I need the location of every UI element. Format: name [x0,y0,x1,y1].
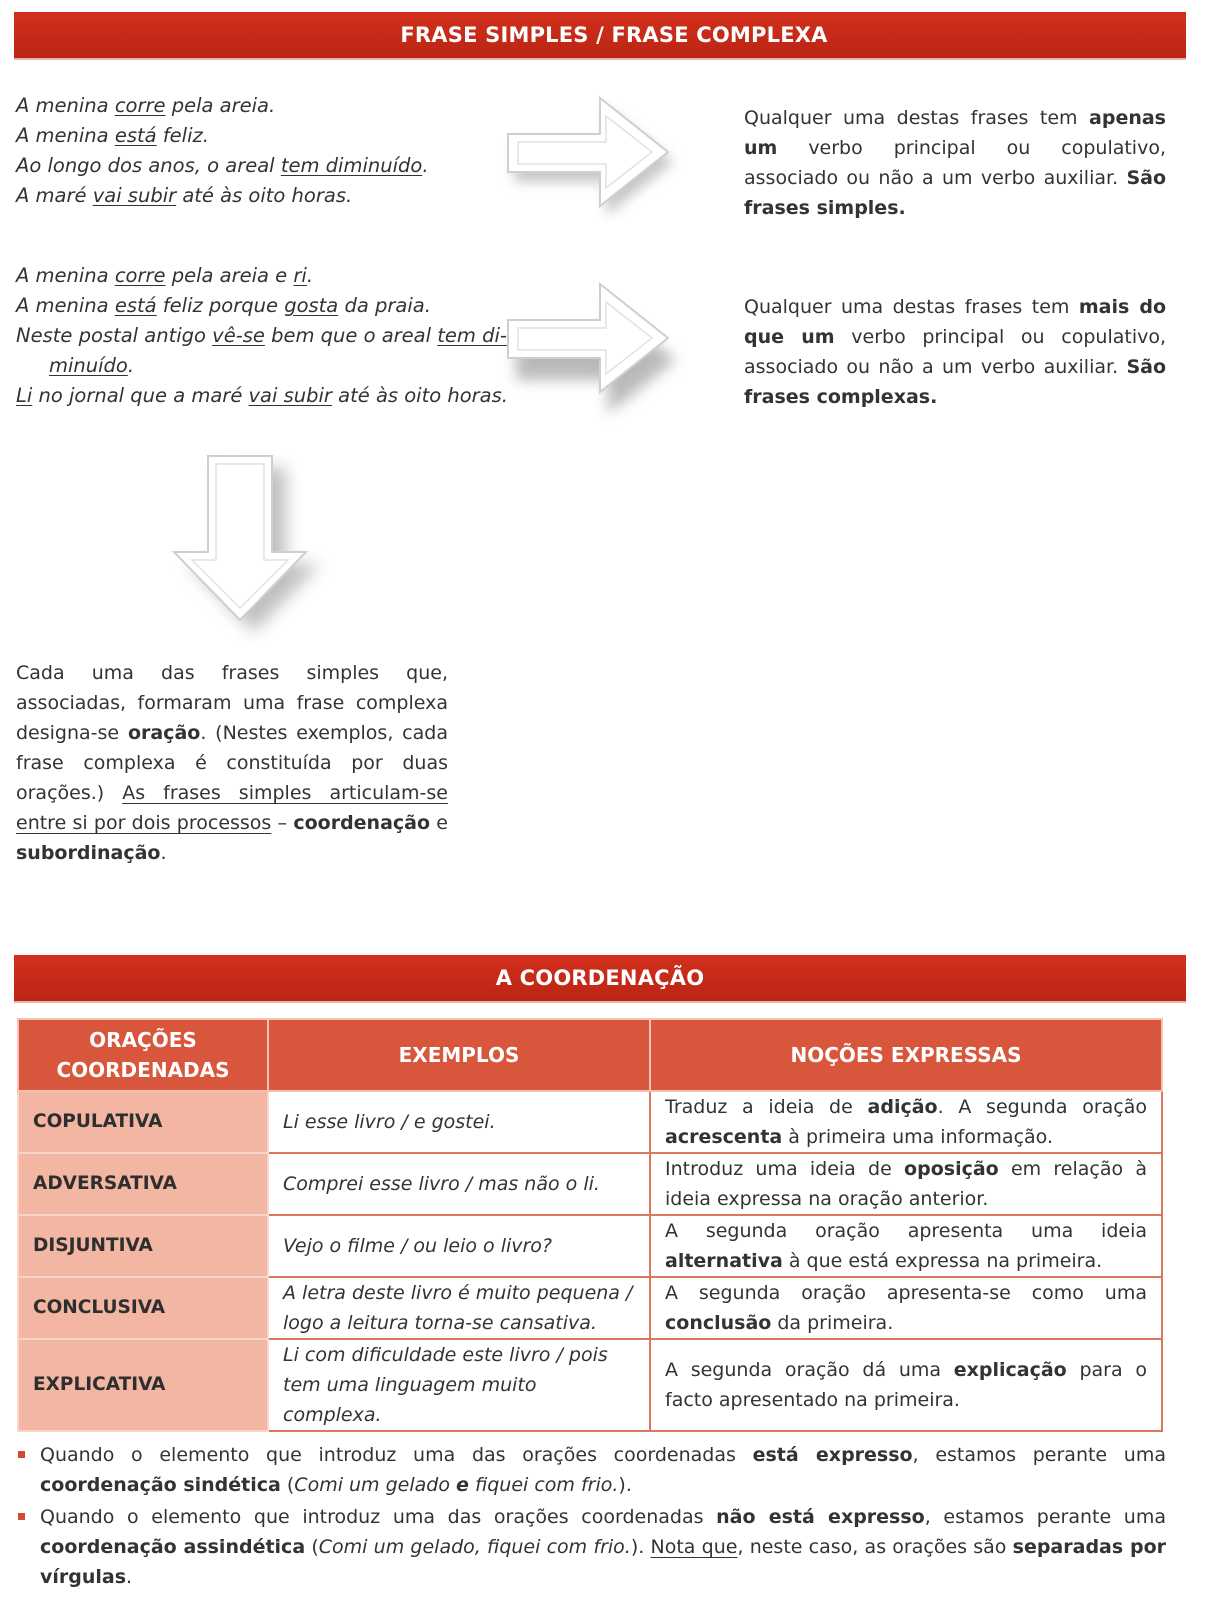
text-run: até às oito horas. [176,184,353,207]
oracao-notion [650,1091,1162,1153]
text-run: Qualquer uma destas frases tem [744,107,1090,129]
header-oracoes: ORAÇÕES COORDENADAS [18,1019,268,1091]
text-run: da primeira. [771,1312,894,1334]
text-run: ). [630,1536,651,1558]
coordination-table [17,1018,1163,1432]
emphasis-text: separadas por vírgulas [40,1536,1166,1588]
emphasis-text: adição [867,1096,938,1118]
oracao-type: EXPLICATIVA [18,1339,268,1431]
text-run: Traduz a ideia de [665,1096,868,1118]
text-run: Qualquer uma destas frases tem [744,296,1079,318]
oracao-notion [650,1153,1162,1215]
example-sentence [16,91,429,121]
underlined-text: tem di- [437,324,507,347]
oracao-example: Li com dificuldade este livro / pois tem uma linguagem muito complexa. [268,1339,650,1431]
emphasis-text: subordinação [16,842,161,864]
text-run: A menina [16,264,115,287]
simple-sentence-examples [16,91,429,211]
text-run: Neste postal antigo [16,324,213,347]
underlined-text: tem diminuído [280,154,423,177]
header-nocoes: NOÇÕES EXPRESSAS [650,1019,1162,1091]
square-bullet-icon [18,1451,25,1458]
table-row [18,1215,1162,1277]
text-run: no jornal que a maré [32,384,249,407]
emphasis-text: coordenação sindética [40,1474,281,1496]
emphasis-text: oração [127,722,201,744]
text-run: da praia. [338,294,431,317]
complex-sentence-note [744,292,1166,412]
emphasis-text: coordenação assindética [40,1536,306,1558]
emphasis-text: alternativa [665,1250,783,1272]
text-run: e [430,812,448,834]
complex-sentence-examples [16,261,508,411]
section-title: FRASE SIMPLES / FRASE COMPLEXA [400,23,828,47]
right-arrow-icon [488,92,698,222]
underlined-text: corre [114,94,166,117]
underlined-text: vê-se [212,324,265,347]
underlined-text: Li [16,384,33,407]
underlined-text: corre [114,264,166,287]
underlined-text: vai subir [92,184,177,207]
emphasis-text: São frases simples. [744,167,1166,219]
emphasis-text: conclusão [665,1312,772,1334]
text-run: Quando o elemento que introduz uma das orações coordenadas [40,1506,717,1528]
emphasis-text: explicação [953,1359,1067,1381]
oracao-type: DISJUNTIVA [18,1215,268,1277]
simple-sentence-note [744,103,1166,223]
text-run: ). [618,1474,632,1496]
text-run: A segunda oração apresenta uma ideia [665,1220,1147,1242]
underlined-text: Nota que [650,1536,738,1558]
oracao-type: ADVERSATIVA [18,1153,268,1215]
underlined-text: minuído [49,354,128,377]
text-run: à primeira uma informação. [782,1126,1053,1148]
oracao-notion [650,1277,1162,1339]
example-sentence [16,291,508,321]
text-run: feliz porque [156,294,285,317]
text-run: Ao longo dos anos, o areal [16,154,281,177]
example-sentence [16,261,508,291]
emphasis-text: não está expresso [716,1506,925,1528]
text-run: . [306,264,314,287]
example-sentence [16,181,429,211]
underlined-text: está [114,124,157,147]
section-title: A COORDENAÇÃO [495,966,705,990]
table-row [18,1153,1162,1215]
text-run: para o facto apresentado na primeira. [665,1359,1147,1411]
text-run: A segunda oração dá uma [665,1359,954,1381]
text-run: . [160,842,167,864]
oracao-example: Comprei esse livro / mas não o li. [268,1153,650,1215]
text-run: feliz. [156,124,209,147]
emphasis-text: coordenação [293,812,431,834]
emphasis-text: oposição [904,1158,999,1180]
bullet-item [16,1502,1166,1592]
text-run: , estamos perante uma [924,1506,1166,1528]
text-run: Comi um gelado, fiquei com frio. [318,1536,631,1558]
oracao-definition [16,658,448,868]
table-row [18,1339,1162,1431]
bullet-item [16,1440,1166,1500]
down-arrow-icon [150,448,350,648]
text-run: , neste caso, as orações são [737,1536,1013,1558]
text-run: em relação à ideia expressa na oração anterior. [665,1158,1147,1210]
example-sentence [16,381,508,411]
section-banner-coordenacao [14,955,1186,1001]
header-exemplos: EXEMPLOS [268,1019,650,1091]
emphasis-text: São frases complexas. [744,356,1166,408]
text-run: pela areia. [165,94,276,117]
emphasis-text: acrescenta [665,1126,783,1148]
text-run: pela areia e [165,264,294,287]
underlined-text: está [114,294,157,317]
emphasis-text: está expresso [752,1444,913,1466]
text-run: à que está expressa na primeira. [782,1250,1103,1272]
text-run: Introduz uma ideia de [665,1158,905,1180]
text-run: . A segunda oração [937,1096,1147,1118]
underlined-text: ri [293,264,307,287]
example-sentence [16,151,429,181]
underlined-text: gosta [284,294,339,317]
oracao-example: Li esse livro / e gostei. [268,1091,650,1153]
text-run: ( [280,1474,295,1496]
text-run: verbo principal ou copulativo, associado ou não a um verbo auxiliar. [744,326,1167,378]
emphasis-text: e [456,1474,469,1496]
right-arrow-icon [488,278,698,448]
text-run: verbo principal ou copulativo, associado ou não a um verbo auxiliar. [744,137,1166,189]
text-run: até às oito horas. [331,384,508,407]
oracao-type: COPULATIVA [18,1091,268,1153]
oracao-notion [650,1339,1162,1431]
text-run: . [127,354,135,377]
table-row [18,1091,1162,1153]
text-run: A menina [16,124,115,147]
emphasis-text: apenas um [744,107,1166,159]
table-header-row [18,1019,1162,1091]
text-run: . [422,154,429,177]
text-run: fiquei com frio. [468,1474,619,1496]
oracao-example: A letra deste livro é muito pequena / logo a leitura torna-se cansativa. [268,1277,650,1339]
example-sentence [16,121,429,151]
table-row [18,1277,1162,1339]
text-run: A menina [16,94,115,117]
text-run: Cada uma das frases simples que, associadas, formaram uma frase complexa designa-se [16,662,448,744]
text-run: – [271,812,294,834]
example-sentence [16,351,508,381]
text-run: Quando o elemento que introduz uma das orações coordenadas [40,1444,753,1466]
text-run: A maré [16,184,93,207]
emphasis-text: mais do que um [744,296,1166,348]
example-sentence [16,321,508,351]
coordination-notes [16,1440,1166,1594]
text-run: A menina [16,294,115,317]
underlined-text: vai subir [248,384,332,407]
text-run: ( [305,1536,319,1558]
text-run: Comi um gelado [294,1474,457,1496]
oracao-type: CONCLUSIVA [18,1277,268,1339]
text-run: bem que o areal [264,324,438,347]
text-run: . (Nestes exemplos, cada frase complexa é constituída por duas orações.) [16,722,448,804]
oracao-example: Vejo o filme / ou leio o livro? [268,1215,650,1277]
text-run: , estamos perante uma [912,1444,1167,1466]
square-bullet-icon [18,1513,25,1520]
text-run: . [126,1566,133,1588]
section-banner-frase [14,12,1186,58]
oracao-notion [650,1215,1162,1277]
underlined-text: As frases simples articulam-se entre si por dois processos [16,782,448,834]
text-run: A segunda oração apresenta-se como uma [665,1282,1147,1304]
